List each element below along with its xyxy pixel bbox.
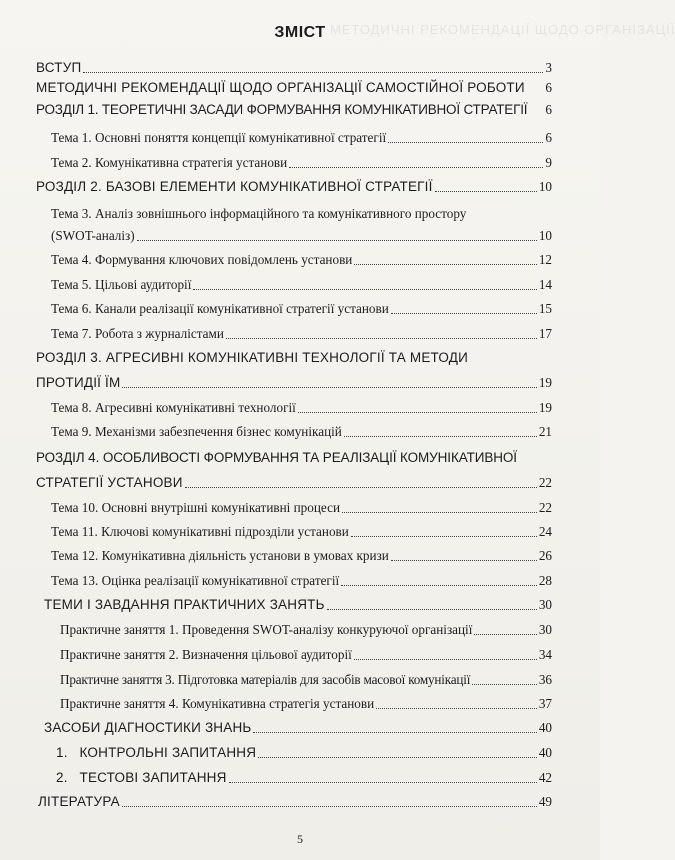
toc-entry-title: Практичне заняття 3. Підготовка матеріалів для засобів масової комунікації [60,672,471,687]
toc-entry[interactable] [60,672,552,688]
dot-leader [258,757,537,758]
toc-entry-title: РОЗДІЛ 2. БАЗОВІ ЕЛЕМЕНТИ КОМУНІКАТИВНОЇ СТРАТЕГІЇ [36,179,433,194]
toc-entry[interactable] [51,400,552,416]
toc-entry-title: Тема 13. Оцінка реалізації комунікативної стратегії [51,573,340,588]
toc-entry-page: 21 [538,424,552,439]
toc-entry[interactable] [56,745,552,761]
toc-entry-page: 10 [538,179,552,194]
toc-entry[interactable] [36,60,552,76]
dot-leader [122,806,537,807]
toc-entry-page: 10 [538,228,552,243]
toc-entry-title: Тема 10. Основні внутрішні комунікативні процеси [51,500,341,515]
toc-entry-title: Тема 9. Механізми забезпечення бізнес комунікацій [51,424,342,439]
toc-entry[interactable] [44,597,552,613]
toc-entry-page: 42 [538,770,552,785]
toc-entry-page: 14 [538,277,552,292]
dot-leader [344,436,537,437]
dot-leader [137,240,537,241]
toc-entry-page: 22 [538,500,552,515]
toc-entry[interactable] [51,500,552,516]
toc-entry-page: 15 [538,301,552,316]
toc-entry[interactable] [51,524,552,540]
toc-entry-page: 12 [538,252,552,267]
toc-entry-title: Тема 4. Формування ключових повідомлень установи [51,252,353,267]
toc-entry[interactable] [38,794,552,810]
toc-entry-title: Тема 2. Комунікативна стратегія установи [51,155,288,170]
dot-leader [388,142,543,143]
toc-entry-title: Тема 11. Ключові комунікативні підрозділи установи [51,524,349,539]
bleed-through-header: МЕТОДИЧНІ РЕКОМЕНДАЦІЇ ЩОДО ОРГАНІЗАЦІЇ [330,22,675,37]
toc-entry-title: РОЗДІЛ 1. ТЕОРЕТИЧНІ ЗАСАДИ ФОРМУВАННЯ КОМУНІКАТИВНОЇ СТРАТЕГІЇ [36,102,528,117]
dot-leader [229,782,537,783]
dot-leader [226,338,537,339]
toc-entry[interactable] [51,155,552,171]
toc-entry-page: 24 [538,524,552,539]
toc-entry[interactable] [51,326,552,342]
dot-leader [122,387,536,388]
dot-leader [391,313,537,314]
dot-leader [185,487,537,488]
toc-entry-page: 26 [538,548,552,563]
dot-leader [435,191,537,192]
toc-entry-title: Тема 7. Робота з журналістами [51,326,224,341]
toc-entry-title: МЕТОДИЧНІ РЕКОМЕНДАЦІЇ ЩОДО ОРГАНІЗАЦІЇ САМОСТІЙНОЇ РОБОТИ [36,80,525,95]
dot-leader [289,167,543,168]
toc-entry-page: 6 [545,130,552,145]
toc-entry-page: 28 [538,573,552,588]
toc-entry[interactable] [44,720,552,736]
dot-leader [327,609,537,610]
toc-entry[interactable] [36,179,552,195]
toc-entry-page: 6 [545,102,552,117]
toc-entry-title: ПРОТИДІЇ ЇМ [36,375,121,390]
toc-entry-title: Практичне заняття 2. Визначення цільової аудиторії [60,647,352,662]
toc-entry[interactable] [60,622,552,638]
toc-entry[interactable] [60,647,552,663]
toc-entry-page: 19 [538,400,552,415]
toc-entry[interactable] [36,475,552,491]
dot-leader [474,634,536,635]
dot-leader [472,684,537,685]
dot-leader [391,560,537,561]
toc-entry[interactable] [36,80,552,96]
toc-entry-page: 36 [538,672,552,687]
toc-entry[interactable] [51,277,552,293]
toc-entry[interactable] [36,375,552,391]
dot-leader [354,264,536,265]
dot-leader [376,708,537,709]
toc-entry-page: 9 [545,155,552,170]
toc-entry-title: Практичне заняття 4. Комунікативна стратегія установи [60,696,375,711]
toc-entry-page: 30 [538,622,552,637]
toc-entry-title: ВСТУП [36,60,82,75]
toc-entry[interactable] [51,228,552,244]
toc-entry-title: 2. ТЕСТОВІ ЗАПИТАННЯ [56,770,227,785]
toc-entry[interactable]: РОЗДІЛ 4. ОСОБЛИВОСТІ ФОРМУВАННЯ ТА РЕАЛІЗАЦІЇ КОМУНІКАТИВНОЇ [36,450,517,465]
dot-leader [83,72,543,73]
toc-entry-page: 6 [545,80,552,95]
toc-entry-title: ЗАСОБИ ДІАГНОСТИКИ ЗНАНЬ [44,720,252,735]
dot-leader [354,659,537,660]
toc-entry[interactable] [51,130,552,146]
dot-leader [342,512,537,513]
toc-entry-title: Тема 6. Канали реалізації комунікативної стратегії установи [51,301,389,316]
toc-entry-page: 22 [538,475,552,490]
toc-entry-page: 34 [538,647,552,662]
toc-entry[interactable] [36,102,552,118]
toc-entry-title: Тема 12. Комунікативна діяльність установи в умовах кризи [51,548,389,563]
toc-entry-page: 3 [545,60,552,75]
dot-leader [298,412,537,413]
toc-entry-title: Тема 5. Цільові аудиторії [51,277,192,292]
toc-entry-page: 17 [538,326,552,341]
toc-entry[interactable] [51,548,552,564]
toc-entry[interactable] [60,696,552,712]
toc-entry-page: 49 [538,794,552,809]
toc-entry[interactable]: Тема 3. Аналіз зовнішнього інформаційного та комунікативного простору [51,206,467,221]
toc-entry-title: 1. КОНТРОЛЬНІ ЗАПИТАННЯ [56,745,257,760]
toc-entry-page: 40 [538,720,552,735]
dot-leader [351,536,537,537]
toc-entry[interactable] [51,252,552,268]
toc-entry-title: Практичне заняття 1. Проведення SWOT-аналізу конкуруючої організації [60,622,473,637]
toc-entry-title: ТЕМИ І ЗАВДАННЯ ПРАКТИЧНИХ ЗАНЯТЬ [44,597,325,612]
toc-entry-page: 19 [538,375,552,390]
toc-entry[interactable] [56,770,552,786]
toc-entry-page: 30 [538,597,552,612]
toc-entry-title: Тема 1. Основні поняття концепції комунікативної стратегії [51,130,387,145]
page-number: 5 [297,832,303,846]
page-title: ЗМІСТ [274,24,326,41]
toc-entry[interactable] [51,573,552,589]
toc-entry-page: 40 [538,745,552,760]
toc-entry-title: СТРАТЕГІЇ УСТАНОВИ [36,475,183,490]
toc-entry-title: (SWOT-аналіз) [51,228,135,243]
toc-entry[interactable] [51,301,552,317]
toc-entry-title: Тема 8. Агресивні комунікативні технології [51,400,296,415]
dot-leader [193,289,536,290]
dot-leader [341,585,537,586]
toc-entry[interactable] [51,424,552,440]
toc-entry[interactable]: РОЗДІЛ 3. АГРЕСИВНІ КОМУНІКАТИВНІ ТЕХНОЛОГІЇ ТА МЕТОДИ [36,350,469,365]
dot-leader [253,732,536,733]
toc-entry-title: ЛІТЕРАТУРА [38,794,120,809]
toc-entry-page: 37 [538,696,552,711]
